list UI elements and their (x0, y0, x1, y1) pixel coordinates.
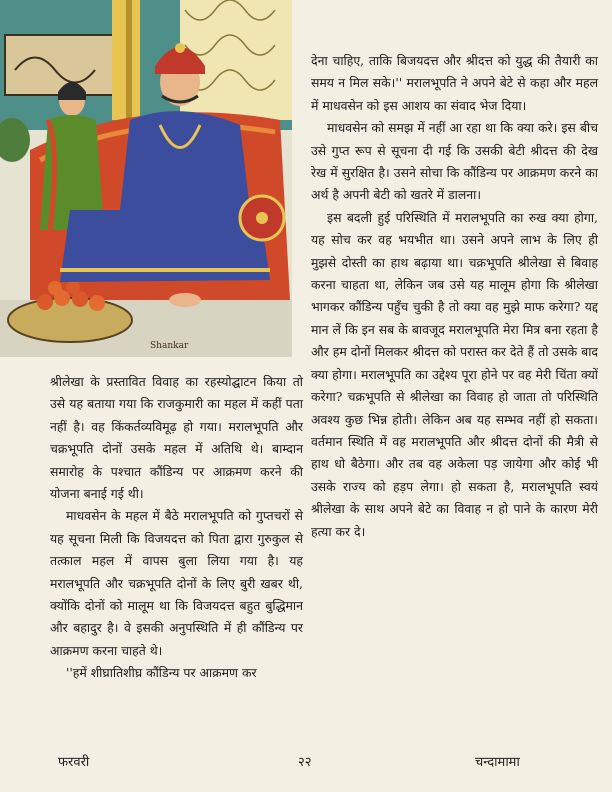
artist-signature: Shankar (150, 341, 189, 351)
story-illustration (0, 0, 292, 357)
right-text-column (311, 50, 598, 543)
footer-month: फरवरी (58, 755, 90, 770)
left-text-column (50, 371, 303, 685)
page-number: २२ (298, 755, 312, 770)
paragraph: ''हमें शीघ्रातिशीघ्र कौंडिन्य पर आक्रमण कर (66, 665, 257, 681)
paragraph: इस बदली हुई परिस्थिति में मरालभूपति का रुख क्या होगा, यह सोच कर वह भयभीत था। उसने अपने लाभ के लिए ही मुझसे दोस्ती का हाथ बढ़ाया था। चक्रभूपति श्रीलेखा से बिवाह करना चाहता था, लेकिन जब उसे यह मालूम होगा कि श्रीलेखा भागकर कौंडिन्य पहुँच चुकी है तो क्या वह मुझे माफ करेगा? यद्द मान लें कि इन सब के बावजूद मरालभूपति मेरा मित्र बना रहता है और हम दोनों मिलकर श्रीदत्त को परास्त कर देते हैं तो उसके बाद क्या होगा। मरालभूपति का उद्देश्य पूरा होने पर वह मेरी चिंता क्यों करेगा? चक्रभूपति से श्रीलेखा का विवाह हो जाता तो परिस्थिति अवश्य कुछ भिन्न होती। लेकिन अब यह सम्भव नहीं हो सकता। वर्तमान स्थिति में वह मरालभूपति और श्रीदत्त दोनों की मैत्री से हाथ धो बैठेगा। और तब वह अकेला पड़ जायेगा और कोई भी उसके राज्य को हड़प लेगा। हो सकता है, मरालभूपति स्वयं श्रीलेखा के साथ अपने बेटे का विवाह न हो पाने के कारण मेरी हत्या कर दे। (311, 209, 598, 539)
magazine-title: चन्दामामा (475, 755, 520, 770)
paragraph: माधवसेन के महल में बैठे मरालभूपति को गुप्तचरों से यह सूचना मिली कि विजयदत्त को पिता द्वारा गुरुकुल से तत्काल महल में वापस बुला लिया गया है। यह मरालभूपति और चक्रभूपति दोनों के लिए बुरी खबर थी, क्योंकि दोनों को मालूम था कि विजयदत्त बहुत बुद्धिमान और बहादुर है। वे इसकी अनुपस्थिति में ही कौंडिन्य पर आक्रमण करना चाहते थे। (50, 508, 303, 658)
paragraph: श्रीलेखा के प्रस्तावित विवाह का रहस्योद्घाटन किया तो उसे यह बताया गया कि राजकुमारी का महल में कहीं पता नहीं है। वह किंकर्तव्यविमूढ़ हो गया। मरालभूपति और चक्रभूपति दोनों उसके महल में अतिथि थे। बाम्दान समारोह के पश्चात कौंडिन्य पर आक्रमण करने की योजना बनाई गई थी। (50, 374, 303, 502)
paragraph: देना चाहिए, ताकि बिजयदत्त और श्रीदत्त को युद्ध की तैयारी का समय न मिल सके।'' मरालभूपति ने अपने बेटे से कहा और महल में माधवसेन को इस आशय का संवाद भेज दिया। (311, 53, 598, 113)
paragraph: माधवसेन को समझ में नहीं आ रहा था कि क्या करे। इस बीच उसे गुप्त रूप से सूचना दी गई कि उसकी बेटी श्रीदत्त की देख रेख में सुरक्षित है। उसने सोचा कि कौंडिन्य पर आक्रमण करने का अर्थ है अपनी बेटी को खतरे में डालना। (311, 120, 598, 203)
